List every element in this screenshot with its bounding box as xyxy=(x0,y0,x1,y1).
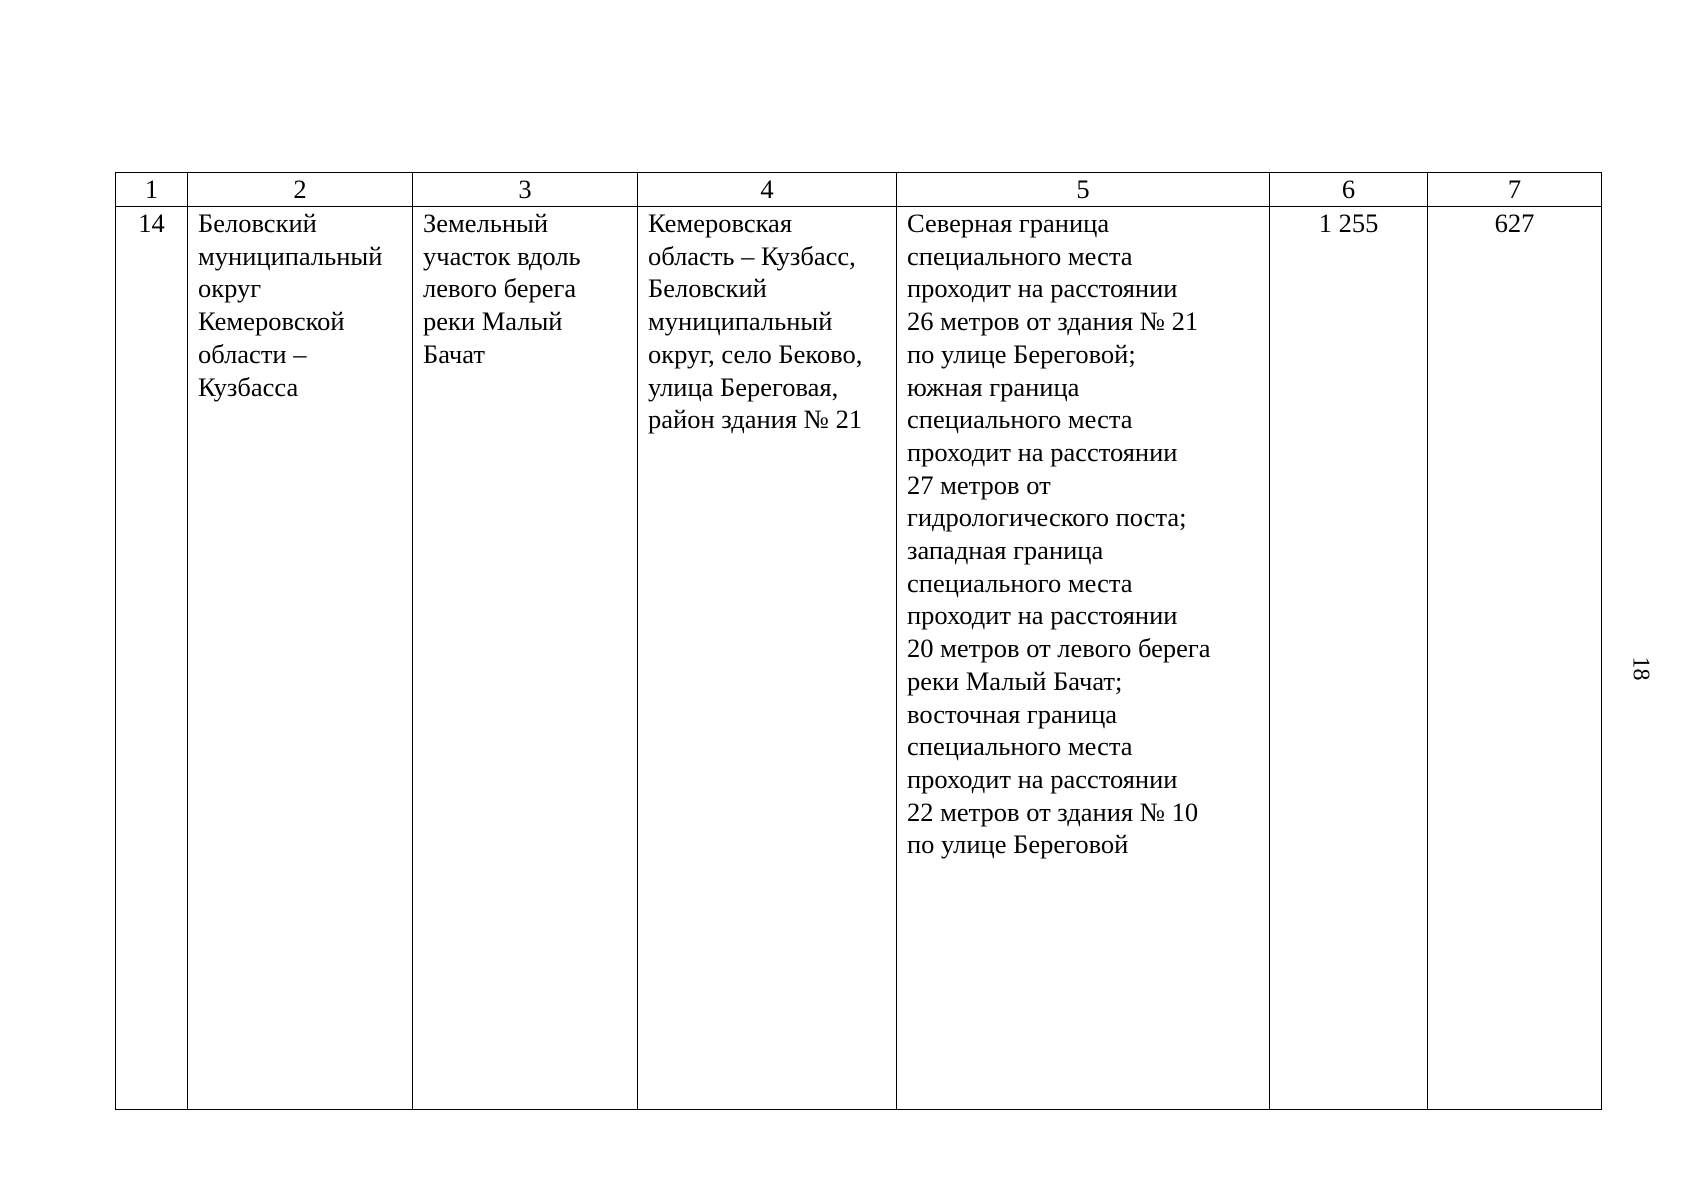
value-7-cell xyxy=(1428,207,1602,1110)
header-cell-7: 7 xyxy=(1428,173,1602,207)
header-cell-5: 5 xyxy=(897,173,1270,207)
header-cell-3: 3 xyxy=(413,173,638,207)
municipality-cell xyxy=(188,207,413,1110)
site-name-cell xyxy=(413,207,638,1110)
row-number: 14 xyxy=(138,208,165,238)
page-number: 18 xyxy=(1627,656,1654,681)
value-6-text: 1 255 xyxy=(1318,208,1379,238)
data-table xyxy=(115,172,1602,1110)
header-cell-6: 6 xyxy=(1270,173,1428,207)
header-cell-4: 4 xyxy=(638,173,897,207)
address-text: Кемеровская область – Кузбасс, Беловский муниципальный округ, село Беково, улица Береговая, район здания № 21 xyxy=(648,208,863,435)
header-cell-2: 2 xyxy=(188,173,413,207)
value-7-text: 627 xyxy=(1494,208,1535,238)
header-cell-1: 1 xyxy=(116,173,188,207)
table-row xyxy=(116,207,1602,1110)
boundaries-cell xyxy=(897,207,1270,1110)
municipality-text: Беловский муниципальный округ Кемеровской области – Кузбасса xyxy=(198,208,383,402)
row-number-cell xyxy=(116,207,188,1110)
table-header-row xyxy=(116,173,1602,207)
boundaries-text: Северная граница специального места проходит на расстоянии 26 метров от здания № 21 по улице Береговой; южная граница специального места проходит на расстоянии 27 метров от гидрологического поста; западная граница специального места проходит на расстоянии 20 метров от левого берега реки Малый Бачат; восточная граница специального места проходит на расстоянии 22 метров от здания № 10 по улице Береговой xyxy=(907,208,1211,860)
address-cell xyxy=(638,207,897,1110)
value-6-cell xyxy=(1270,207,1428,1110)
site-name-text: Земельный участок вдоль левого берега реки Малый Бачат xyxy=(423,208,581,369)
